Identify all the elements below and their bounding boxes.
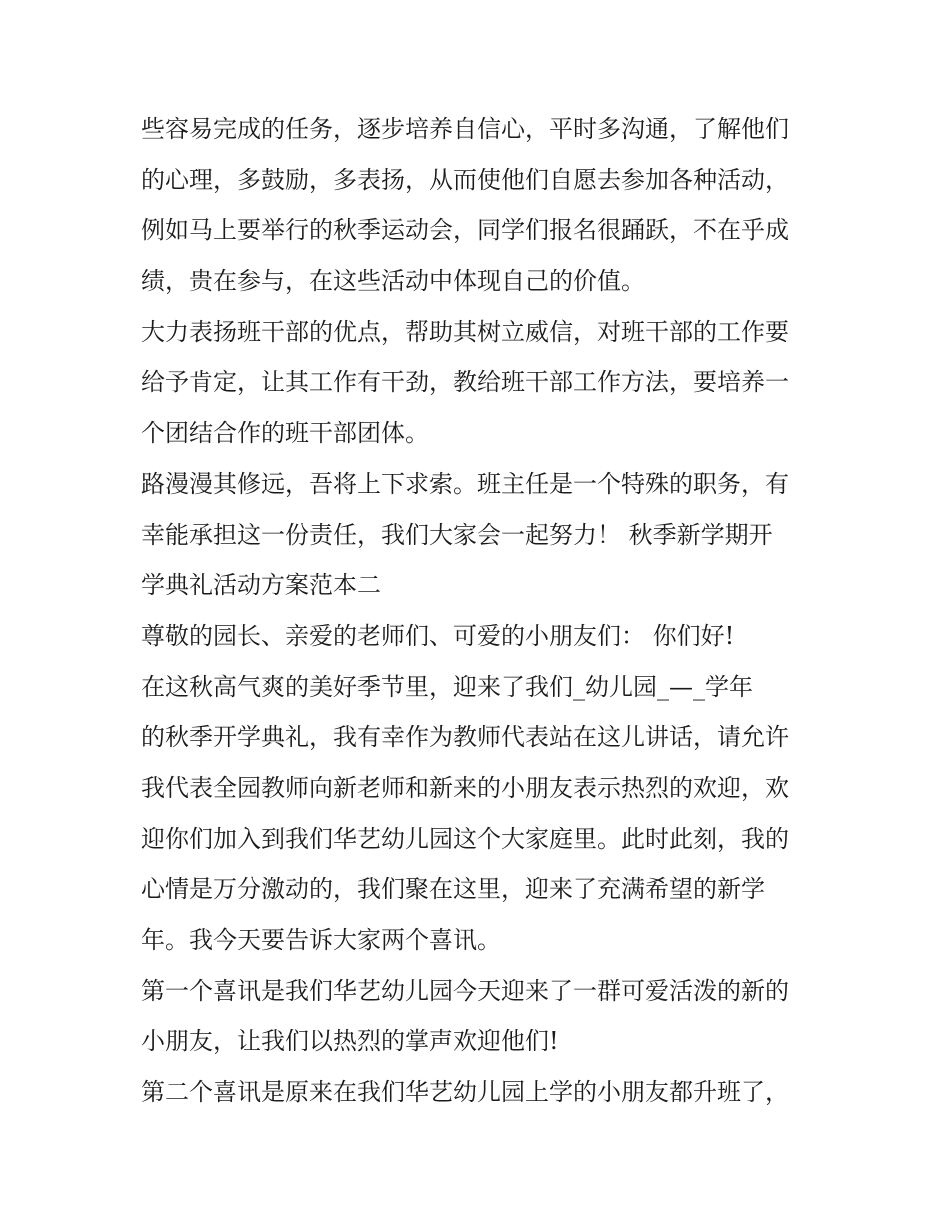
text-line: 年。我今天要告诉大家两个喜讯。 — [141, 926, 501, 954]
body-text — [141, 104, 813, 1118]
text-line: 第二个喜讯是原来在我们华艺幼儿园上学的小朋友都升班了， — [141, 1078, 789, 1107]
text-line: 尊敬的园长、亲爱的老师们、可爱的小朋友们： 你们好! — [141, 621, 735, 650]
text-line: 路漫漫其修远，吾将上下求索。班主任是一个特殊的职务，有 — [141, 469, 789, 498]
text-line: 小朋友，让我们以热烈的掌声欢迎他们! — [141, 1027, 559, 1056]
text-line: 幸能承担这一份责任，我们大家会一起努力！ 秋季新学期开 — [141, 520, 773, 549]
text-line: 给予肯定，让其工作有干劲，教给班干部工作方法，要培养一 — [141, 368, 789, 397]
text-line: 学典礼活动方案范本二 — [141, 571, 381, 600]
text-line: 的秋季开学典礼，我有幸作为教师代表站在这儿讲话，请允许 — [141, 723, 789, 752]
text-line: 第一个喜讯是我们华艺幼儿园今天迎来了一群可爱活泼的新的 — [141, 976, 789, 1005]
text-line: 在这秋高气爽的美好季节里，迎来了我们_幼儿园_—_学年 — [141, 672, 753, 701]
text-line: 的心理，多鼓励，多表扬，从而使他们自愿去参加各种活动， — [141, 165, 789, 194]
text-line: 我代表全园教师向新老师和新来的小朋友表示热烈的欢迎，欢 — [141, 773, 789, 802]
text-line: 绩，贵在参与，在这些活动中体现自己的价值。 — [141, 267, 645, 296]
text-line: 些容易完成的任务，逐步培养自信心，平时多沟通，了解他们 — [141, 115, 789, 143]
text-line: 迎你们加入到我们华艺幼儿园这个大家庭里。此时此刻，我的 — [141, 824, 789, 853]
text-line: 个团结合作的班干部团体。 — [141, 419, 429, 448]
text-line: 心情是万分激动的，我们聚在这里，迎来了充满希望的新学 — [141, 875, 765, 904]
text-line: 大力表扬班干部的优点，帮助其树立威信，对班干部的工作要 — [141, 317, 789, 346]
text-line: 例如马上要举行的秋季运动会，同学们报名很踊跃，不在乎成 — [141, 216, 789, 245]
